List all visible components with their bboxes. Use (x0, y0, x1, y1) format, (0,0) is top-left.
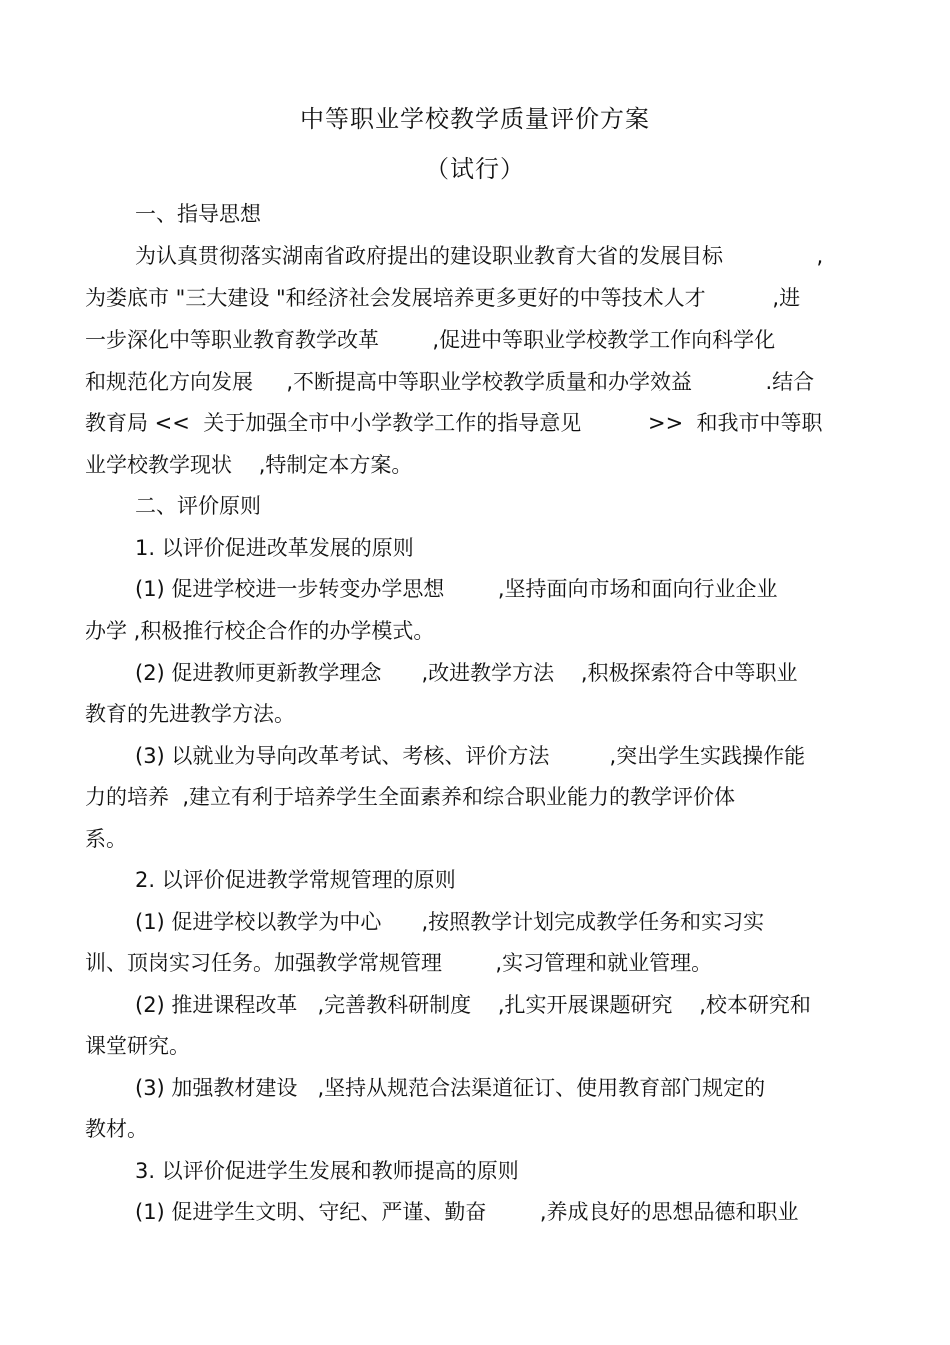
paragraph-line: (1) 促进学校进一步转变办学思想 ,坚持面向市场和面向行业企业 (135, 577, 778, 601)
paragraph-line: (2) 推进课程改革 ,完善教科研制度 ,扎实开展课题研究 ,校本研究和 (135, 993, 811, 1017)
section-heading: 二、评价原则 (135, 494, 261, 518)
paragraph-line: 教育的先进教学方法。 (85, 702, 295, 726)
paragraph-line: 为娄底市 "三大建设 "和经济社会发展培养更多更好的中等技术人才 ,进 (85, 286, 801, 310)
paragraph-line: 办学 ,积极推行校企合作的办学模式。 (85, 619, 435, 643)
paragraph-line: 为认真贯彻落实湖南省政府提出的建设职业教育大省的发展目标 , (135, 244, 824, 268)
paragraph-line: (2) 促进教师更新教学理念 ,改进教学方法 ,积极探索符合中等职业 (135, 661, 798, 685)
paragraph-line: (3) 加强教材建设 ,坚持从规范合法渠道征订、使用教育部门规定的 (135, 1076, 766, 1100)
paragraph-line: 业学校教学现状 ,特制定本方案。 (85, 453, 413, 477)
subsection-heading: 2. 以评价促进教学常规管理的原则 (135, 868, 456, 892)
paragraph-line: 一步深化中等职业教育教学改革 ,促进中等职业学校教学工作向科学化 (85, 328, 776, 352)
paragraph-line: (1) 促进学生文明、守纪、严谨、勤奋 ,养成良好的思想品德和职业 (135, 1200, 799, 1224)
document-subtitle: （试行） (425, 155, 525, 183)
paragraph-line: 教材。 (85, 1117, 148, 1141)
paragraph-line: 教育局 << 关于加强全市中小学教学工作的指导意见 >> 和我市中等职 (85, 411, 823, 435)
section-heading: 一、指导思想 (135, 202, 261, 226)
paragraph-line: 力的培养 ,建立有利于培养学生全面素养和综合职业能力的教学评价体 (85, 785, 736, 809)
paragraph-line: (3) 以就业为导向改革考试、考核、评价方法 ,突出学生实践操作能 (135, 744, 806, 768)
subsection-heading: 1. 以评价促进改革发展的原则 (135, 536, 414, 560)
paragraph-line: 课堂研究。 (85, 1034, 190, 1058)
paragraph-line: 系。 (85, 827, 127, 851)
paragraph-line: 和规范化方向发展 ,不断提高中等职业学校教学质量和办学效益 .结合 (85, 370, 815, 394)
document-title: 中等职业学校教学质量评价方案 (300, 105, 650, 133)
paragraph-line: (1) 促进学校以教学为中心 ,按照教学计划完成教学任务和实习实 (135, 910, 765, 934)
subsection-heading: 3. 以评价促进学生发展和教师提高的原则 (135, 1159, 519, 1183)
paragraph-line: 训、顶岗实习任务。加强教学常规管理 ,实习管理和就业管理。 (85, 951, 713, 975)
